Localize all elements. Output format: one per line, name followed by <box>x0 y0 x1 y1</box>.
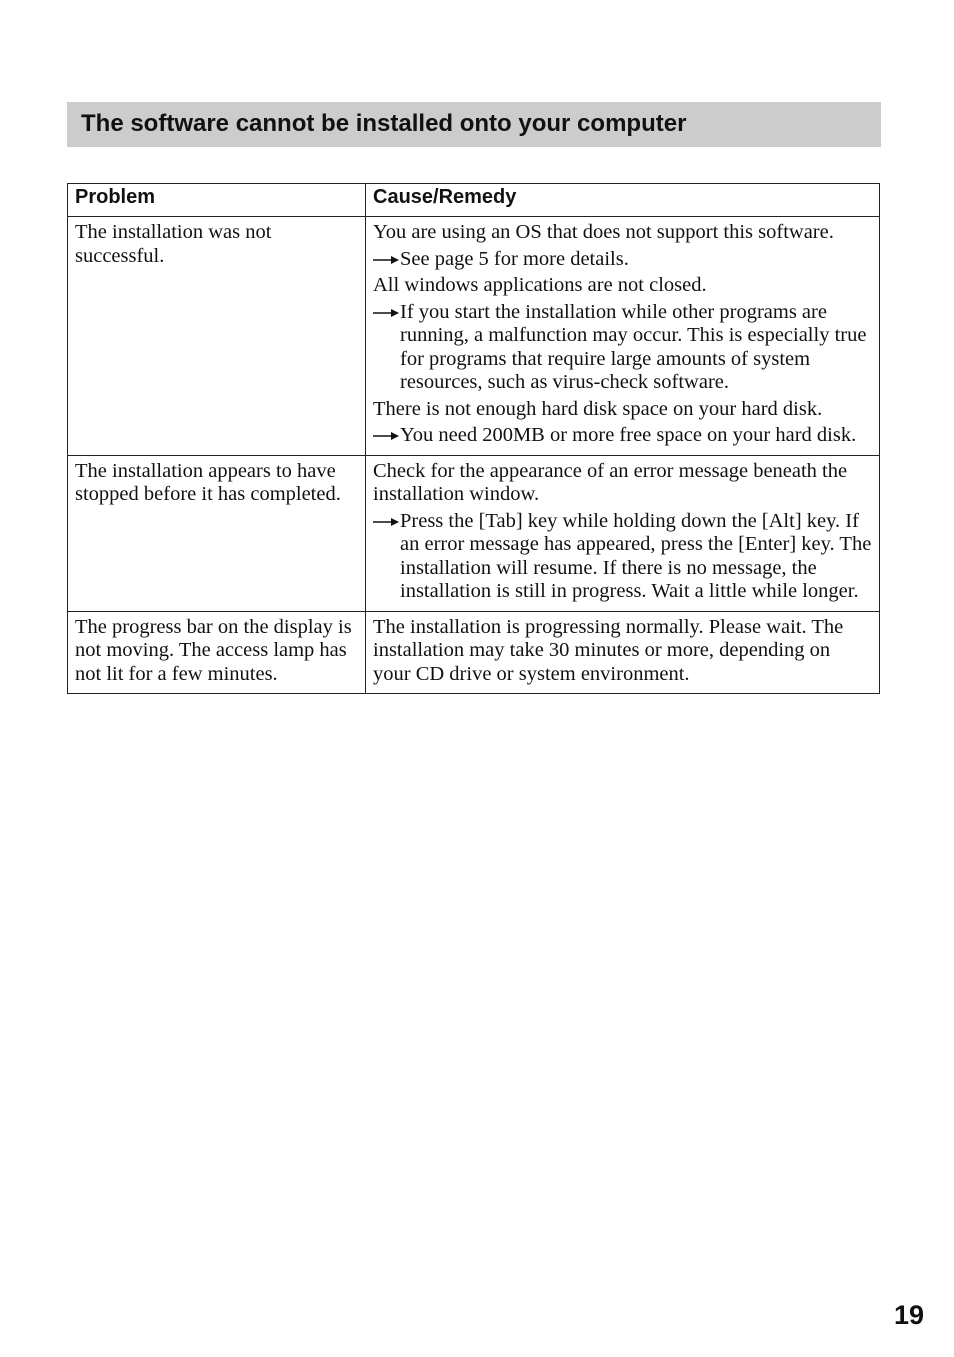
cause-text: Check for the appearance of an error message beneath the installation window. <box>373 459 848 505</box>
remedy-item <box>373 510 872 604</box>
problem-cell: The installation was not successful. <box>68 217 366 456</box>
cause-remedy-cell <box>366 611 880 694</box>
remedy-text: If you start the installation while other programs are running, a malfunction may occur. This is especially true for programs that require large amounts of system resources, such as virus-check software. <box>400 300 867 393</box>
cause-text: There is not enough hard disk space on your hard disk. <box>373 397 823 420</box>
table-row <box>68 455 880 611</box>
remedy-item <box>373 248 872 272</box>
cause-text: You are using an OS that does not support this software. <box>373 221 834 243</box>
cause-remedy-cell <box>366 455 880 611</box>
cause-remedy-cell <box>366 217 880 456</box>
page-number: 19 <box>893 1300 924 1330</box>
column-header-problem: Problem <box>68 184 366 217</box>
problem-cell: The progress bar on the display is not moving. The access lamp has not lit for a few minutes. <box>68 611 366 694</box>
section-title: The software cannot be installed onto your computer <box>81 109 687 137</box>
column-header-cause-remedy: Cause/Remedy <box>366 184 880 217</box>
section-header <box>67 102 881 147</box>
remedy-text: Press the [Tab] key while holding down the [Alt] key. If an error message has appeared, press the [Enter] key. The installation will resume. If there is no message, the installation is still in progress. Wait a little while longer. <box>400 509 872 602</box>
table-header-row <box>68 184 880 217</box>
cause-text: All windows applications are not closed. <box>373 274 707 296</box>
arrow-right-icon <box>373 424 400 448</box>
problem-cell: The installation appears to have stopped before it has completed. <box>68 455 366 611</box>
remedy-text: You need 200MB or more free space on your hard disk. <box>400 424 857 446</box>
arrow-right-icon <box>373 248 400 272</box>
arrow-right-icon <box>373 510 400 604</box>
troubleshooting-table <box>67 183 880 694</box>
remedy-text: See page 5 for more details. <box>400 247 629 270</box>
cause-text: The installation is progressing normally. Please wait. The installation may take 30 minutes or more, depending on your CD drive or system environment. <box>373 615 844 685</box>
remedy-item <box>373 301 872 395</box>
remedy-item <box>373 424 872 448</box>
table-row <box>68 217 880 456</box>
arrow-right-icon <box>373 301 400 395</box>
table-row <box>68 611 880 694</box>
